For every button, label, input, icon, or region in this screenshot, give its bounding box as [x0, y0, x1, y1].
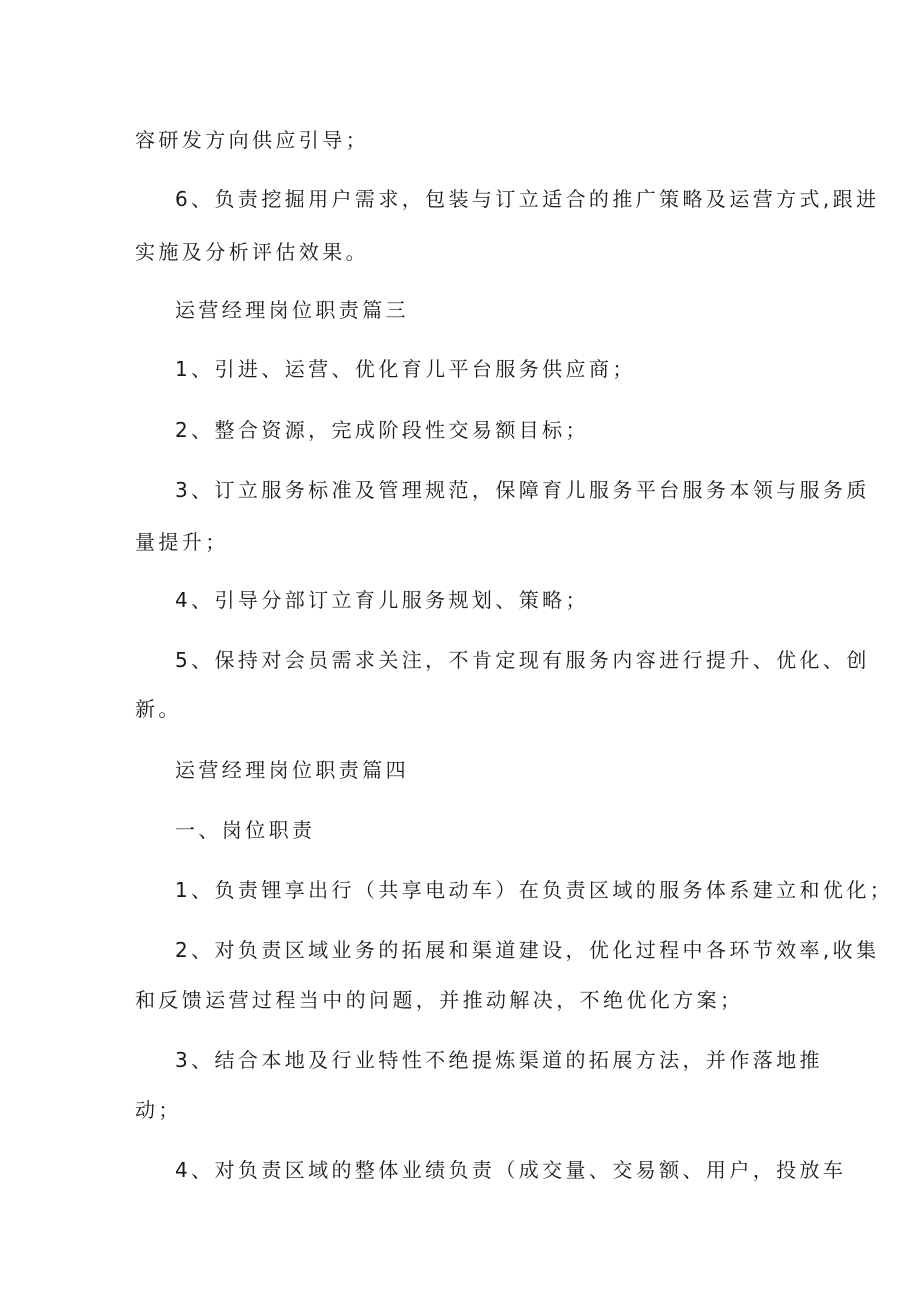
paragraph-line: 4、对负责区域的整体业绩负责（成交量、交易额、用户，投放车 [175, 1158, 847, 1182]
paragraph-line: 量提升； [135, 530, 229, 554]
section-heading: 运营经理岗位职责篇四 [175, 758, 409, 782]
paragraph-line: 1、引进、运营、优化育儿平台服务供应商； [175, 357, 636, 381]
paragraph-line: 1、负责锂享出行（共享电动车）在负责区域的服务体系建立和优化； [175, 878, 894, 902]
section-heading: 运营经理岗位职责篇三 [175, 298, 409, 322]
paragraph-line: 5、保持对会员需求关注，不肯定现有服务内容进行提升、优化、创 [175, 648, 870, 672]
paragraph-line: 动； [135, 1098, 182, 1122]
paragraph-line: 实施及分析评估效果。 [135, 240, 369, 264]
paragraph-line: 和反馈运营过程当中的问题，并推动解决，不绝优化方案； [135, 988, 744, 1012]
paragraph-line: 4、引导分部订立育儿服务规划、策略； [175, 588, 589, 612]
paragraph-line: 2、对负责区域业务的拓展和渠道建设，优化过程中各环节效率,收集 [175, 938, 880, 962]
paragraph-line: 6、负责挖掘用户需求，包装与订立适合的推广策略及运营方式,跟进 [175, 187, 880, 211]
paragraph-line: 2、整合资源，完成阶段性交易额目标； [175, 418, 589, 442]
paragraph-line: 容研发方向供应引导； [135, 128, 369, 152]
subsection-heading: 一、岗位职责 [175, 818, 316, 842]
paragraph-line: 3、结合本地及行业特性不绝提炼渠道的拓展方法，并作落地推 [175, 1048, 823, 1072]
paragraph-line: 3、订立服务标准及管理规范，保障育儿服务平台服务本领与服务质 [175, 478, 870, 502]
paragraph-line: 新。 [135, 697, 182, 721]
